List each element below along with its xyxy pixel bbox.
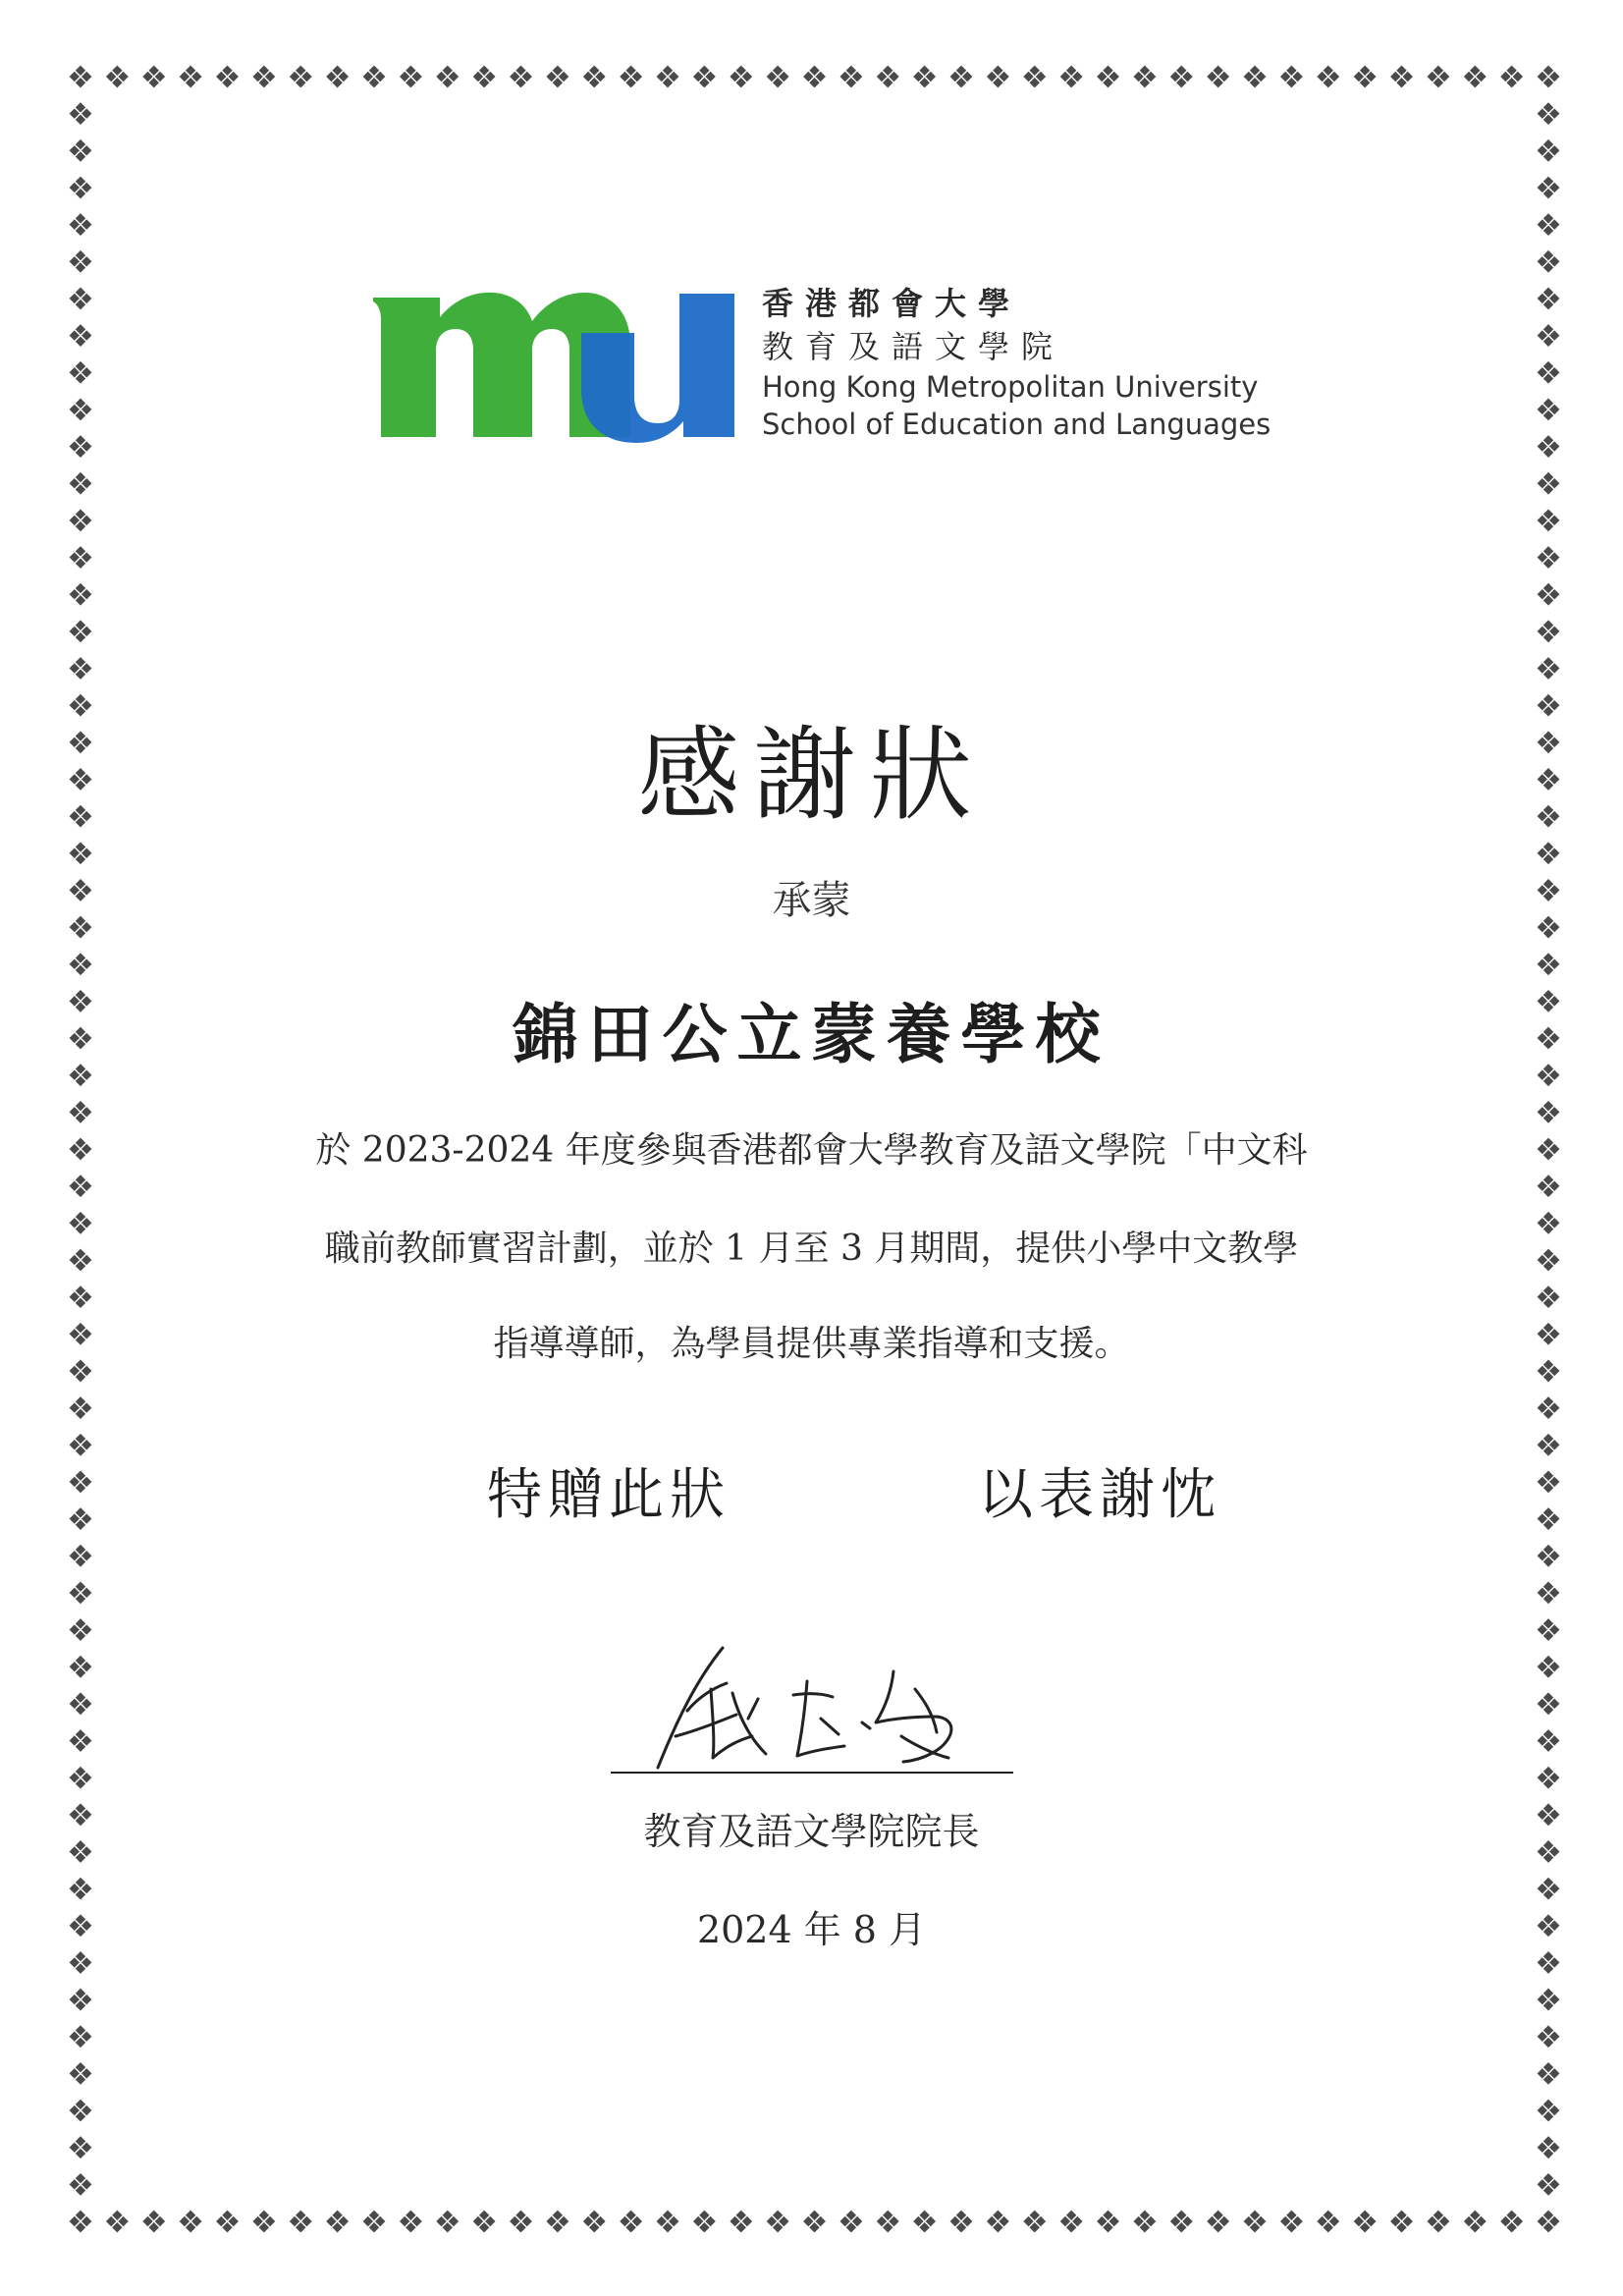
diamond-cluster-icon (1538, 546, 1560, 569)
diamond-cluster-icon (436, 2211, 459, 2233)
acknowledge-text: 承蒙 (772, 878, 851, 923)
diamond-cluster-icon (70, 657, 92, 680)
diamond-cluster-icon (180, 66, 202, 88)
diamond-cluster-icon (913, 66, 936, 88)
diamond-cluster-icon (1170, 2211, 1193, 2233)
diamond-cluster-icon (693, 2211, 716, 2233)
diamond-cluster-icon (1538, 139, 1560, 162)
diamond-cluster-icon (1538, 1285, 1560, 1308)
diamond-cluster-icon (1354, 66, 1377, 88)
diamond-cluster-icon (1538, 361, 1560, 384)
certificate-title: 感謝狀 (637, 715, 986, 835)
diamond-cluster-icon (950, 2211, 973, 2233)
diamond-cluster-icon (70, 1729, 92, 1752)
diamond-cluster-icon (290, 66, 312, 88)
diamond-cluster-icon (1538, 1470, 1560, 1493)
diamond-cluster-icon (1097, 66, 1119, 88)
diamond-cluster-icon (1538, 1581, 1560, 1604)
closing-phrase-right: 以表謝忱 (978, 1463, 1221, 1527)
diamond-cluster-icon (1280, 2211, 1303, 2233)
diamond-cluster-icon (400, 2211, 422, 2233)
diamond-cluster-icon (252, 66, 275, 88)
body-text-line: 職前教師實習計劃，並於 1 月至 3 月期間，提供小學中文教學 (324, 1229, 1299, 1269)
school-name-en: School of Education and Languages (762, 408, 1271, 441)
diamond-cluster-icon (70, 288, 92, 310)
diamond-cluster-icon (70, 1878, 92, 1900)
diamond-cluster-icon (1538, 1618, 1560, 1641)
recipient-name: 錦田公立蒙養學校 (513, 996, 1110, 1072)
diamond-cluster-icon (70, 1470, 92, 1493)
logo-text-block (762, 282, 1271, 443)
diamond-cluster-icon (70, 2211, 92, 2233)
diamond-cluster-icon (70, 361, 92, 384)
university-logo (371, 280, 1284, 447)
diamond-cluster-icon (70, 2173, 92, 2196)
diamond-cluster-icon (1538, 953, 1560, 975)
hkmu-logo-mark (371, 280, 734, 447)
diamond-cluster-icon (363, 66, 386, 88)
diamond-cluster-icon (216, 2211, 239, 2233)
diamond-cluster-icon (70, 1581, 92, 1604)
diamond-cluster-icon (510, 66, 532, 88)
diamond-cluster-icon (142, 2211, 165, 2233)
diamond-cluster-icon (70, 1285, 92, 1308)
diamond-cluster-icon (1464, 66, 1487, 88)
diamond-cluster-icon (1538, 2100, 1560, 2122)
diamond-cluster-icon (1427, 2211, 1449, 2233)
diamond-cluster-icon (436, 66, 459, 88)
diamond-cluster-icon (657, 2211, 679, 2233)
diamond-cluster-icon (252, 2211, 275, 2233)
diamond-cluster-icon (1538, 1878, 1560, 1900)
diamond-cluster-icon (1538, 1545, 1560, 1567)
diamond-cluster-icon (657, 66, 679, 88)
diamond-cluster-icon (70, 509, 92, 531)
diamond-cluster-icon (70, 1989, 92, 2011)
diamond-cluster-icon (1538, 2211, 1560, 2233)
diamond-cluster-icon (70, 398, 92, 420)
school-name-zh: 教育及語文學院 (762, 328, 1065, 365)
diamond-cluster-icon (70, 66, 92, 88)
diamond-cluster-icon (1538, 1101, 1560, 1123)
diamond-cluster-icon (106, 2211, 129, 2233)
diamond-cluster-icon (70, 2100, 92, 2122)
diamond-cluster-icon (1538, 1175, 1560, 1197)
diamond-cluster-icon (1390, 2211, 1413, 2233)
diamond-cluster-icon (1133, 2211, 1156, 2233)
diamond-cluster-icon (1538, 2173, 1560, 2196)
diamond-cluster-icon (1538, 324, 1560, 347)
diamond-cluster-icon (1244, 66, 1267, 88)
diamond-cluster-icon (510, 2211, 532, 2233)
diamond-cluster-icon (1538, 620, 1560, 642)
diamond-cluster-icon (803, 2211, 826, 2233)
diamond-cluster-icon (1538, 1656, 1560, 1678)
signature-line (611, 1772, 1013, 1774)
diamond-cluster-icon (1500, 2211, 1523, 2233)
diamond-cluster-icon (1538, 1434, 1560, 1456)
diamond-cluster-icon (70, 472, 92, 495)
diamond-cluster-icon (1060, 2211, 1083, 2233)
diamond-cluster-icon (1207, 2211, 1229, 2233)
diamond-cluster-icon (1207, 66, 1229, 88)
body-text-line: 指導導師，為學員提供專業指導和支援。 (493, 1324, 1130, 1364)
diamond-cluster-icon (70, 435, 92, 458)
diamond-cluster-icon (70, 1396, 92, 1419)
diamond-cluster-icon (1538, 472, 1560, 495)
diamond-cluster-icon (70, 213, 92, 236)
diamond-cluster-icon (1354, 2211, 1377, 2233)
diamond-cluster-icon (1317, 66, 1339, 88)
diamond-cluster-icon (1538, 2025, 1560, 2048)
diamond-cluster-icon (1427, 66, 1449, 88)
diamond-cluster-icon (1538, 398, 1560, 420)
diamond-cluster-icon (326, 66, 349, 88)
diamond-cluster-icon (70, 324, 92, 347)
diamond-cluster-icon (473, 66, 496, 88)
diamond-cluster-icon (1538, 177, 1560, 199)
diamond-cluster-icon (290, 2211, 312, 2233)
diamond-cluster-icon (583, 66, 606, 88)
diamond-cluster-icon (1538, 1729, 1560, 1752)
diamond-cluster-icon (1538, 66, 1560, 88)
diamond-cluster-icon (70, 177, 92, 199)
diamond-cluster-icon (1538, 657, 1560, 680)
diamond-cluster-icon (839, 66, 862, 88)
diamond-cluster-icon (767, 2211, 789, 2233)
diamond-cluster-icon (70, 1951, 92, 1974)
diamond-cluster-icon (839, 2211, 862, 2233)
diamond-cluster-icon (216, 66, 239, 88)
diamond-cluster-icon (1023, 2211, 1046, 2233)
diamond-cluster-icon (730, 2211, 752, 2233)
diamond-cluster-icon (913, 2211, 936, 2233)
diamond-cluster-icon (767, 66, 789, 88)
diamond-cluster-icon (70, 139, 92, 162)
diamond-cluster-icon (1538, 583, 1560, 606)
diamond-cluster-icon (1538, 2062, 1560, 2085)
diamond-cluster-icon (877, 66, 899, 88)
diamond-cluster-icon (363, 2211, 386, 2233)
diamond-cluster-icon (1538, 2136, 1560, 2159)
diamond-cluster-icon (1538, 1507, 1560, 1530)
handwritten-signature (628, 1620, 1001, 1787)
diamond-cluster-icon (70, 1618, 92, 1641)
diamond-cluster-icon (1538, 1692, 1560, 1715)
diamond-cluster-icon (1133, 66, 1156, 88)
diamond-cluster-icon (546, 2211, 568, 2233)
diamond-cluster-icon (70, 1545, 92, 1567)
diamond-cluster-icon (70, 1434, 92, 1456)
diamond-cluster-icon (70, 1767, 92, 1789)
diamond-cluster-icon (106, 66, 129, 88)
diamond-cluster-icon (473, 2211, 496, 2233)
diamond-cluster-icon (70, 2062, 92, 2085)
diamond-cluster-icon (1538, 1989, 1560, 2011)
diamond-cluster-icon (1280, 66, 1303, 88)
diamond-cluster-icon (693, 66, 716, 88)
diamond-cluster-icon (583, 2211, 606, 2233)
diamond-cluster-icon (1317, 2211, 1339, 2233)
university-name-en: Hong Kong Metropolitan University (762, 370, 1259, 404)
diamond-cluster-icon (70, 1175, 92, 1197)
diamond-cluster-icon (620, 66, 642, 88)
diamond-cluster-icon (1023, 66, 1046, 88)
closing-phrase-left: 特贈此狀 (487, 1463, 730, 1527)
diamond-cluster-icon (70, 2025, 92, 2048)
diamond-cluster-icon (1097, 2211, 1119, 2233)
diamond-cluster-icon (70, 1692, 92, 1715)
diamond-cluster-icon (1538, 1951, 1560, 1974)
diamond-cluster-icon (1538, 435, 1560, 458)
diamond-cluster-icon (1390, 66, 1413, 88)
diamond-cluster-icon (180, 2211, 202, 2233)
diamond-cluster-icon (1538, 509, 1560, 531)
diamond-cluster-icon (1538, 1767, 1560, 1789)
diamond-cluster-icon (70, 842, 92, 864)
diamond-cluster-icon (950, 66, 973, 88)
diamond-cluster-icon (70, 620, 92, 642)
diamond-cluster-icon (1538, 842, 1560, 864)
university-name-zh: 香港都會大學 (762, 285, 1022, 322)
diamond-cluster-icon (1538, 213, 1560, 236)
diamond-cluster-icon (987, 66, 1009, 88)
diamond-cluster-icon (1060, 66, 1083, 88)
diamond-cluster-icon (70, 1507, 92, 1530)
diamond-cluster-icon (326, 2211, 349, 2233)
diamond-cluster-icon (1170, 66, 1193, 88)
diamond-cluster-icon (70, 250, 92, 273)
diamond-cluster-icon (620, 2211, 642, 2233)
diamond-cluster-icon (803, 66, 826, 88)
diamond-cluster-icon (1538, 1396, 1560, 1419)
diamond-cluster-icon (70, 546, 92, 569)
diamond-cluster-icon (730, 66, 752, 88)
diamond-cluster-icon (70, 1101, 92, 1123)
certificate-date: 2024 年 8 月 (696, 1908, 927, 1951)
diamond-cluster-icon (1500, 66, 1523, 88)
diamond-cluster-icon (1538, 250, 1560, 273)
diamond-cluster-icon (400, 66, 422, 88)
diamond-cluster-icon (1244, 2211, 1267, 2233)
diamond-cluster-icon (70, 2136, 92, 2159)
diamond-cluster-icon (1538, 102, 1560, 125)
diamond-cluster-icon (70, 102, 92, 125)
diamond-cluster-icon (70, 1656, 92, 1678)
diamond-cluster-icon (987, 2211, 1009, 2233)
diamond-cluster-icon (877, 2211, 899, 2233)
diamond-cluster-icon (142, 66, 165, 88)
diamond-cluster-icon (70, 583, 92, 606)
diamond-cluster-icon (70, 953, 92, 975)
diamond-cluster-icon (546, 66, 568, 88)
diamond-cluster-icon (1538, 288, 1560, 310)
diamond-cluster-icon (1464, 2211, 1487, 2233)
body-text-line: 於 2023-2024 年度參與香港都會大學教育及語文學院「中文科 (315, 1130, 1308, 1171)
signatory-title: 教育及語文學院院長 (643, 1810, 980, 1853)
